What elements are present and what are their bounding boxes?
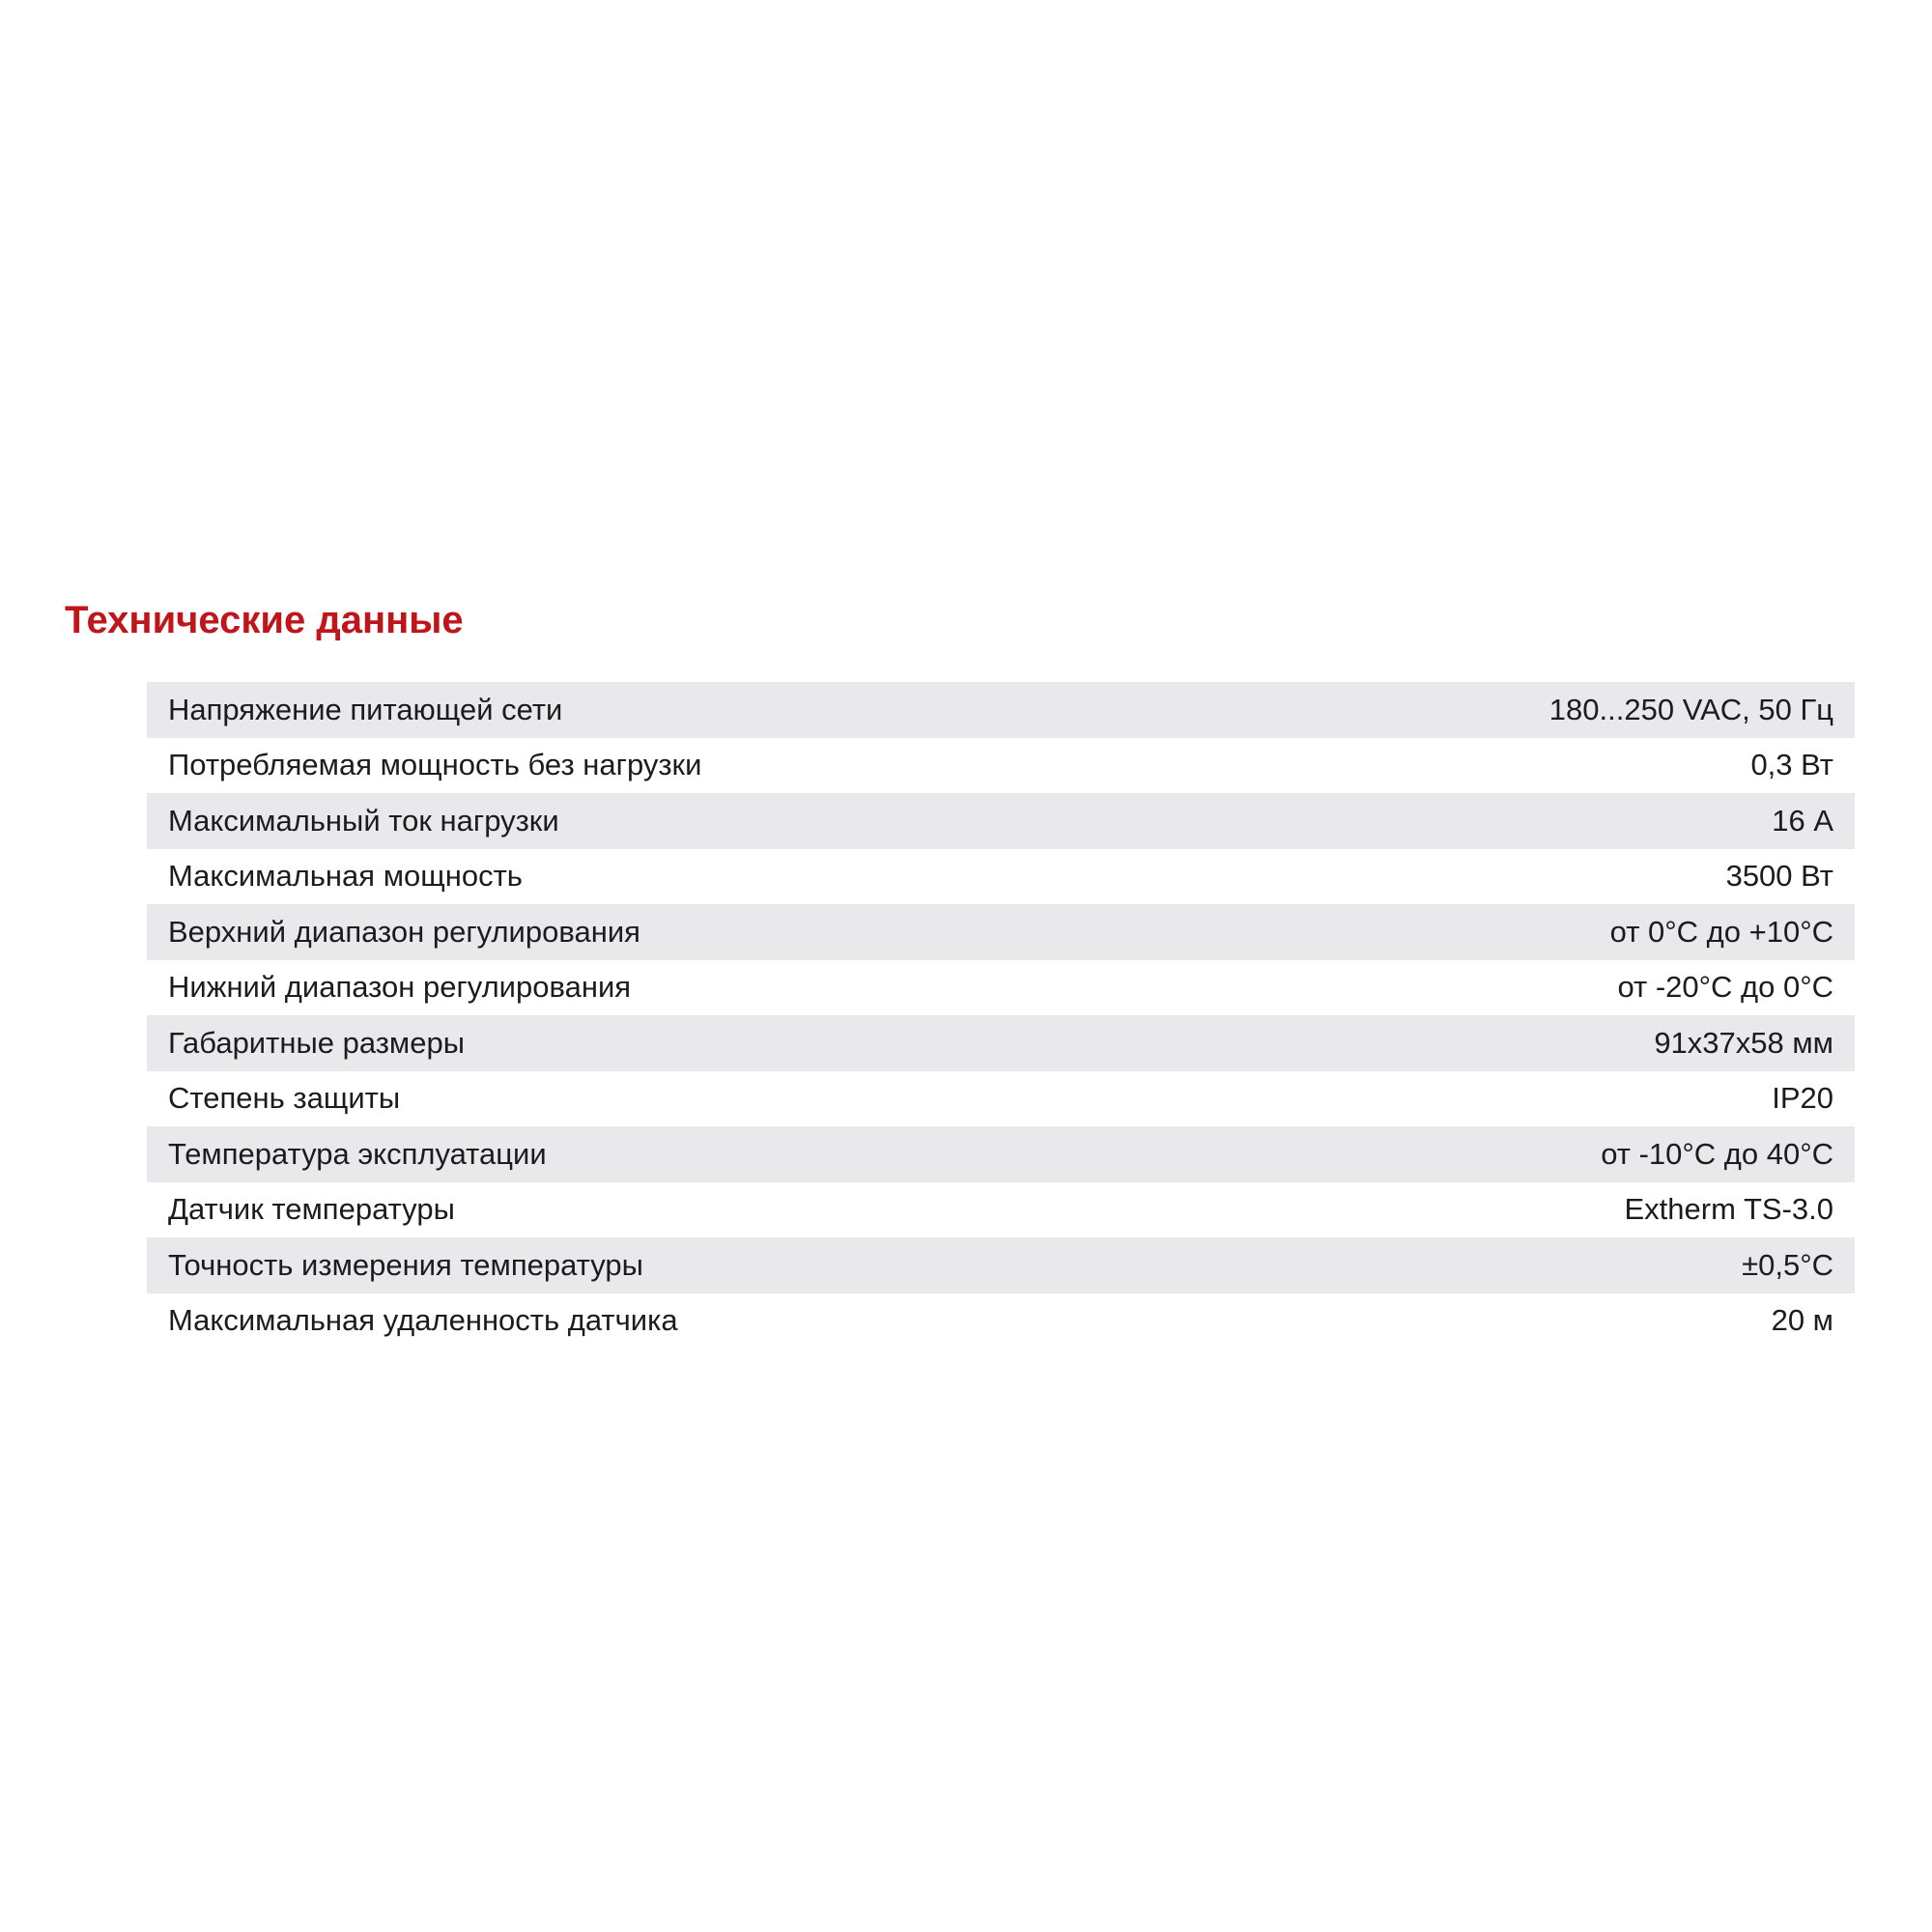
spec-label: Максимальная мощность bbox=[168, 859, 523, 894]
spec-row bbox=[147, 1293, 1855, 1350]
spec-row bbox=[147, 1015, 1855, 1071]
spec-value: 91х37х58 мм bbox=[1654, 1025, 1833, 1060]
spec-value: 3500 Вт bbox=[1725, 859, 1833, 894]
spec-row bbox=[147, 960, 1855, 1016]
spec-label: Точность измерения температуры bbox=[168, 1247, 643, 1282]
section-title: Технические данные bbox=[65, 599, 464, 641]
spec-label: Максимальная удаленность датчика bbox=[168, 1303, 678, 1338]
spec-row bbox=[147, 793, 1855, 849]
spec-label: Верхний диапазон регулирования bbox=[168, 914, 640, 949]
spec-row bbox=[147, 1071, 1855, 1127]
spec-value: ±0,5°С bbox=[1742, 1247, 1833, 1282]
spec-value: 20 м bbox=[1771, 1303, 1833, 1338]
spec-row bbox=[147, 682, 1855, 738]
spec-label: Потребляемая мощность без нагрузки bbox=[168, 748, 702, 782]
spec-value: от -20°С до 0°С bbox=[1617, 970, 1833, 1005]
spec-label: Максимальный ток нагрузки bbox=[168, 803, 559, 838]
spec-row bbox=[147, 849, 1855, 905]
spec-value: Extherm TS-3.0 bbox=[1624, 1192, 1833, 1227]
spec-row bbox=[147, 1237, 1855, 1293]
spec-value: от 0°С до +10°С bbox=[1609, 914, 1833, 949]
spec-label: Датчик температуры bbox=[168, 1192, 455, 1227]
spec-row bbox=[147, 1182, 1855, 1238]
spec-label: Нижний диапазон регулирования bbox=[168, 970, 632, 1005]
spec-label: Температура эксплуатации bbox=[168, 1136, 547, 1171]
spec-value: от -10°С до 40°С bbox=[1601, 1136, 1833, 1171]
spec-row bbox=[147, 1126, 1855, 1182]
spec-value: 0,3 Вт bbox=[1750, 748, 1833, 782]
spec-value: 16 А bbox=[1772, 803, 1833, 838]
spec-row bbox=[147, 904, 1855, 960]
spec-label: Габаритные размеры bbox=[168, 1025, 466, 1060]
spec-row bbox=[147, 738, 1855, 794]
spec-value: 180...250 VAC, 50 Гц bbox=[1548, 692, 1833, 726]
spec-table bbox=[147, 682, 1855, 1349]
spec-value: IP20 bbox=[1772, 1081, 1833, 1116]
spec-label: Степень защиты bbox=[168, 1081, 401, 1116]
spec-label: Напряжение питающей сети bbox=[168, 692, 563, 726]
